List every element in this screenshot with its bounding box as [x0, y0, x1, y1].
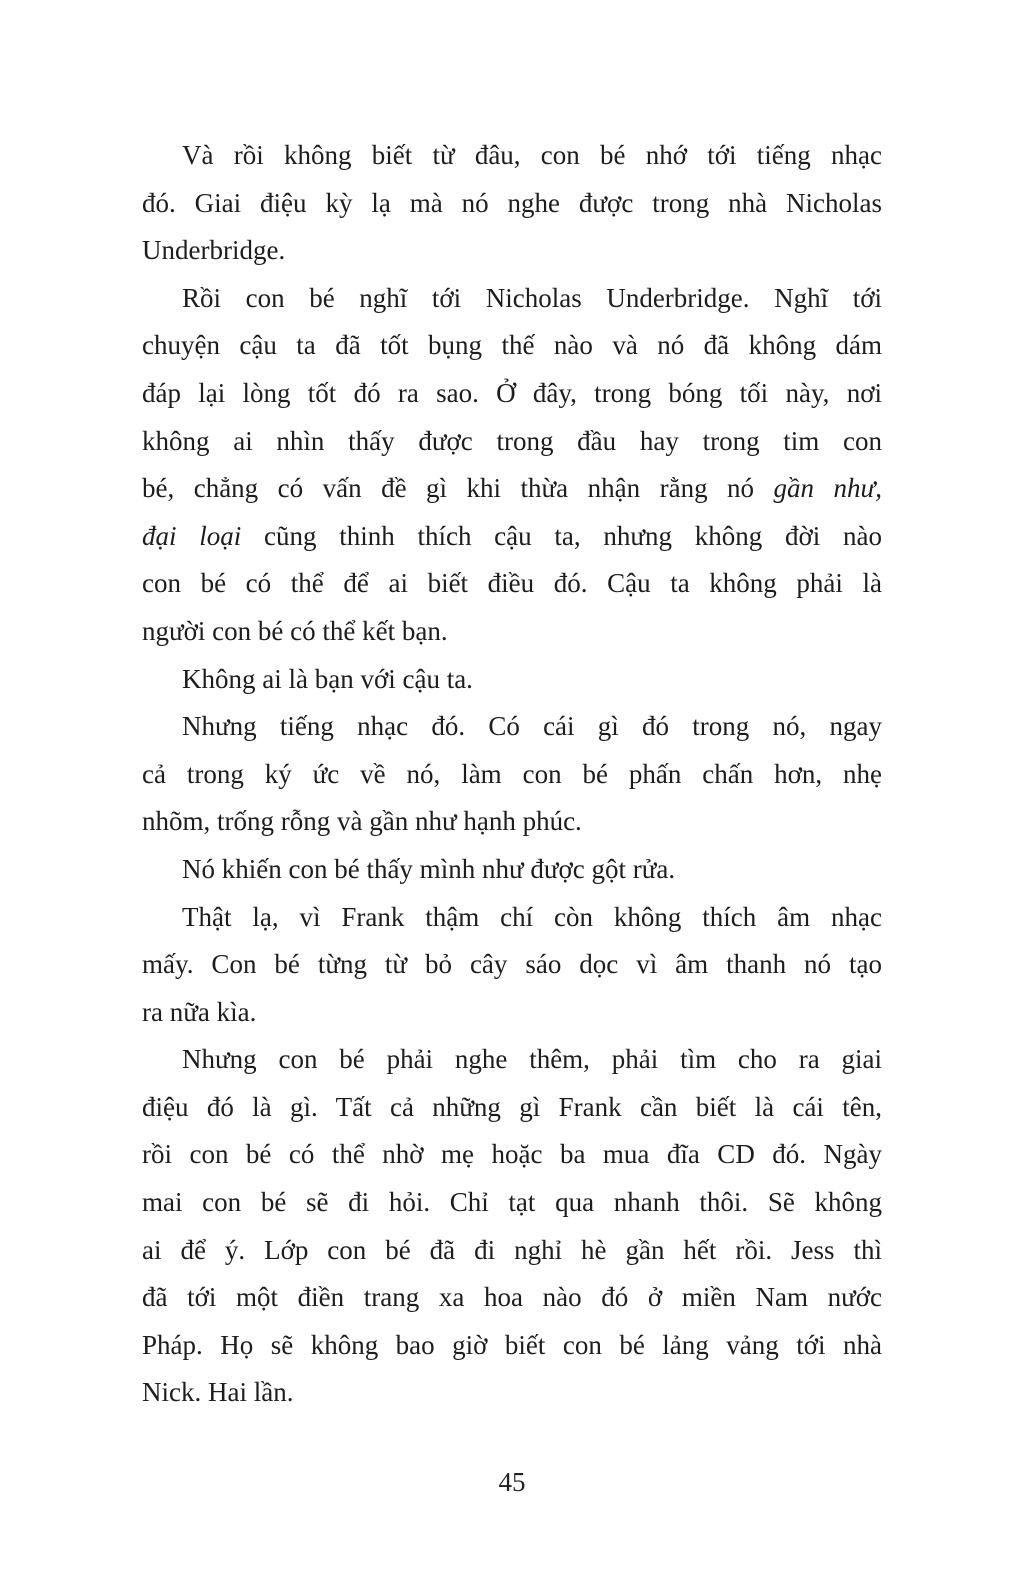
text-segment: Nick. Hai lần. [142, 1377, 294, 1408]
paragraph [142, 846, 882, 894]
text-line [142, 608, 882, 656]
paragraph [142, 132, 882, 275]
text-segment: Không ai là bạn với cậu ta. [182, 663, 473, 694]
text-segment: Underbridge. [142, 235, 286, 266]
text-segment: nhõm, trống rỗng và gần như hạnh phúc. [142, 806, 582, 837]
paragraph [142, 703, 882, 846]
text-segment: con bé có thể để ai biết điều đó. Cậu ta không phải là [142, 568, 882, 599]
text-segment: cũng thinh thích cậu ta, nhưng không đời nào [241, 520, 882, 551]
paragraph [142, 656, 882, 704]
text-line [142, 132, 882, 180]
text-line [142, 275, 882, 323]
text-segment: Thật lạ, vì Frank thậm chí còn không thích âm nhạc [182, 901, 882, 932]
text-segment: Pháp. Họ sẽ không bao giờ biết con bé lảng vảng tới nhà [142, 1329, 882, 1360]
text-line [142, 227, 882, 275]
text-line [142, 1179, 882, 1227]
text-line [142, 180, 882, 228]
text-line [142, 1036, 882, 1084]
text-segment: Nhưng con bé phải nghe thêm, phải tìm cho ra giai [182, 1044, 882, 1075]
text-segment: ai để ý. Lớp con bé đã đi nghỉ hè gần hết rồi. Jess thì [142, 1234, 882, 1265]
text-line [142, 465, 882, 513]
text-segment: Nhưng tiếng nhạc đó. Có cái gì đó trong nó, ngay [182, 711, 882, 742]
text-line [142, 322, 882, 370]
text-segment: mấy. Con bé từng từ bỏ cây sáo dọc vì âm thanh nó tạo [142, 949, 882, 980]
text-segment: điệu đó là gì. Tất cả những gì Frank cần biết là cái tên, [142, 1091, 882, 1122]
text-segment-italic: đại loại [142, 520, 242, 551]
text-segment: bé, chẳng có vấn đề gì khi thừa nhận rằng nó [142, 473, 774, 504]
paragraph [142, 894, 882, 1037]
text-segment: Rồi con bé nghĩ tới Nicholas Underbridge. Nghĩ tới [182, 282, 882, 313]
text-block [142, 132, 882, 1417]
paragraph [142, 275, 882, 656]
text-line [142, 1322, 882, 1370]
text-line [142, 370, 882, 418]
text-segment: đã tới một điền trang xa hoa nào đó ở miền Nam nước [142, 1282, 882, 1313]
text-segment: người con bé có thể kết bạn. [142, 615, 448, 646]
text-line [142, 751, 882, 799]
text-segment: ra nữa kìa. [142, 996, 257, 1027]
text-line [142, 703, 882, 751]
text-line [142, 846, 882, 894]
text-line [142, 989, 882, 1037]
text-line [142, 894, 882, 942]
text-segment: rồi con bé có thể nhờ mẹ hoặc ba mua đĩa CD đó. Ngày [142, 1139, 882, 1170]
text-segment: cả trong ký ức về nó, làm con bé phấn chấn hơn, nhẹ [142, 758, 882, 789]
text-line [142, 560, 882, 608]
text-line [142, 513, 882, 561]
text-segment: đáp lại lòng tốt đó ra sao. Ở đây, trong bóng tối này, nơi [142, 377, 882, 408]
text-line [142, 1274, 882, 1322]
text-segment-italic: gần như, [773, 473, 883, 504]
page-number: 45 [498, 1467, 526, 1497]
text-line [142, 941, 882, 989]
text-segment: mai con bé sẽ đi hỏi. Chỉ tạt qua nhanh thôi. Sẽ không [142, 1187, 882, 1218]
paragraph [142, 1036, 882, 1417]
text-segment: Và rồi không biết từ đâu, con bé nhớ tới tiếng nhạc [182, 140, 882, 170]
text-segment: đó. Giai điệu kỳ lạ mà nó nghe được trong nhà Nicholas [142, 187, 882, 218]
text-line [142, 1131, 882, 1179]
text-line [142, 1227, 882, 1275]
text-segment: không ai nhìn thấy được trong đầu hay trong tim con [142, 425, 882, 456]
text-line [142, 1369, 882, 1417]
text-line [142, 656, 882, 704]
text-line [142, 798, 882, 846]
text-line [142, 1084, 882, 1132]
text-segment: Nó khiến con bé thấy mình như được gột rửa. [182, 853, 676, 884]
text-line [142, 418, 882, 466]
text-segment: chuyện cậu ta đã tốt bụng thế nào và nó đã không dám [142, 330, 882, 361]
